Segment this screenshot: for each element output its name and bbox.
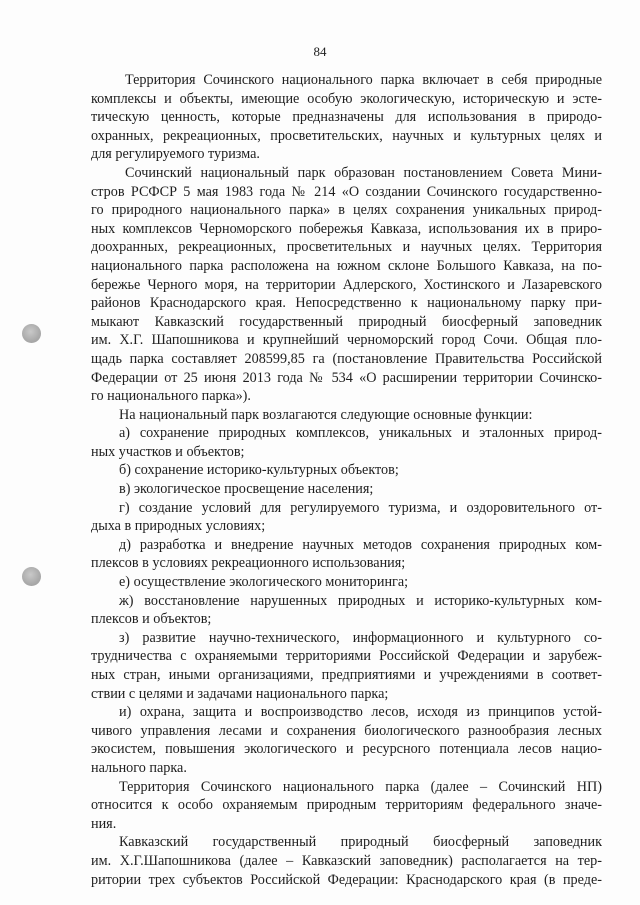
text-line: экосистем, повышения экологического и ресурсного потенциала лесов нацио- <box>91 741 602 758</box>
text-line: ж) восстановление нарушенных природных и историко-культурных ком- <box>119 592 602 609</box>
text-line: дыха в природных условиях; <box>91 518 266 535</box>
text-line: ритории трех субъектов Российской Федерации: Краснодарского края (в преде- <box>91 871 602 888</box>
text-line: стров РСФСР 5 мая 1983 года № 214 «О создании Сочинского государственно- <box>91 183 602 200</box>
text-line: комплексы и объекты, имеющие особую экологическую, историческую и эсте- <box>91 90 602 107</box>
text-line: Федерации от 25 июня 2013 года № 534 «О расширении территории Сочинско- <box>91 369 602 386</box>
text-line: г) создание условий для регулируемого туризма, и оздоровительного от- <box>119 499 602 516</box>
text-line: ных комплексов Черноморского побережья Кавказа, использования их в приро- <box>91 220 602 237</box>
text-line: ных стран, иными организациями, предприятиями и учреждениями в соответ- <box>91 667 602 683</box>
body-text <box>91 71 602 889</box>
text-line: Кавказский государственный природный биосферный заповедник <box>119 834 602 851</box>
text-line: Территория Сочинского национального парка (далее – Сочинский НП) <box>119 778 602 795</box>
text-line: районов Краснодарского края. Непосредственно к национальному парку при- <box>91 295 602 312</box>
text-line: На национальный парк возлагаются следующие основные функции: <box>119 406 533 423</box>
text-line: в) экологическое просвещение населения; <box>119 481 374 498</box>
text-line: для регулируемого туризма. <box>91 146 260 163</box>
text-line: Сочинский национальный парк образован постановлением Совета Мини- <box>125 164 602 181</box>
text-line: и) охрана, защита и воспроизводство лесов, исходя из принципов устой- <box>119 704 602 721</box>
text-line: ния. <box>91 815 117 832</box>
text-line: нального парка. <box>91 759 187 776</box>
text-line: ствии с целями и задачами национального парка; <box>91 685 389 702</box>
text-line: Территория Сочинского национального парка включает в себя природные <box>125 72 602 88</box>
text-line: д) разработка и внедрение научных методов сохранения природных ком- <box>119 536 602 553</box>
text-line: плексов в условиях рекреационного использования; <box>91 555 406 572</box>
text-line: им. Х.Г.Шапошникова (далее – Кавказский заповедник) располагается на тер- <box>91 852 602 869</box>
text-line: чивого управления лесами и сохранения биологического разнообразия лесных <box>91 722 602 739</box>
text-line: е) осуществление экологического мониторинга; <box>119 574 409 591</box>
punch-hole-lower <box>22 567 41 586</box>
text-line: з) развитие научно-технического, информационного и культурного со- <box>119 629 602 646</box>
text-line: бережье Черного моря, на территории Адлерского, Хостинского и Лазаревского <box>91 276 602 293</box>
text-line: щадь парка составляет 208599,85 га (постановление Правительства Российской <box>91 350 602 367</box>
text-line: доохранных, рекреационных, просветительных и научных целях. Территория <box>91 239 602 256</box>
text-line: б) сохранение историко-культурных объектов; <box>119 462 399 479</box>
text-line: им. Х.Г. Шапошникова и крупнейший черноморский город Сочи. Общая пло- <box>91 332 602 349</box>
text-line: мыкают Кавказский государственный природный биосферный заповедник <box>91 313 602 330</box>
text-line: охранных, рекреационных, просветительских, научных и культурных целях и <box>91 127 602 144</box>
text-line: национального парка расположена на южном склоне Большого Кавказа, на по- <box>91 257 602 274</box>
text-line: плексов и объектов; <box>91 611 212 628</box>
text-line: го национального парка»). <box>91 388 251 405</box>
punch-hole-upper <box>22 324 41 343</box>
text-line: трудничества с охраняемыми территориями Российской Федерации и зарубеж- <box>91 648 602 665</box>
text-line: го природного национального парка» в целях сохранения уникальных природ- <box>91 202 602 219</box>
text-line: тическую ценность, которые предназначены для использования в природо- <box>91 109 602 126</box>
page-number: 84 <box>313 44 327 59</box>
text-line: ных участков и объектов; <box>91 443 245 460</box>
text-line: относится к особо охраняемым природным территориям федерального значе- <box>91 797 602 814</box>
text-line: а) сохранение природных комплексов, уникальных и эталонных природ- <box>119 425 602 442</box>
